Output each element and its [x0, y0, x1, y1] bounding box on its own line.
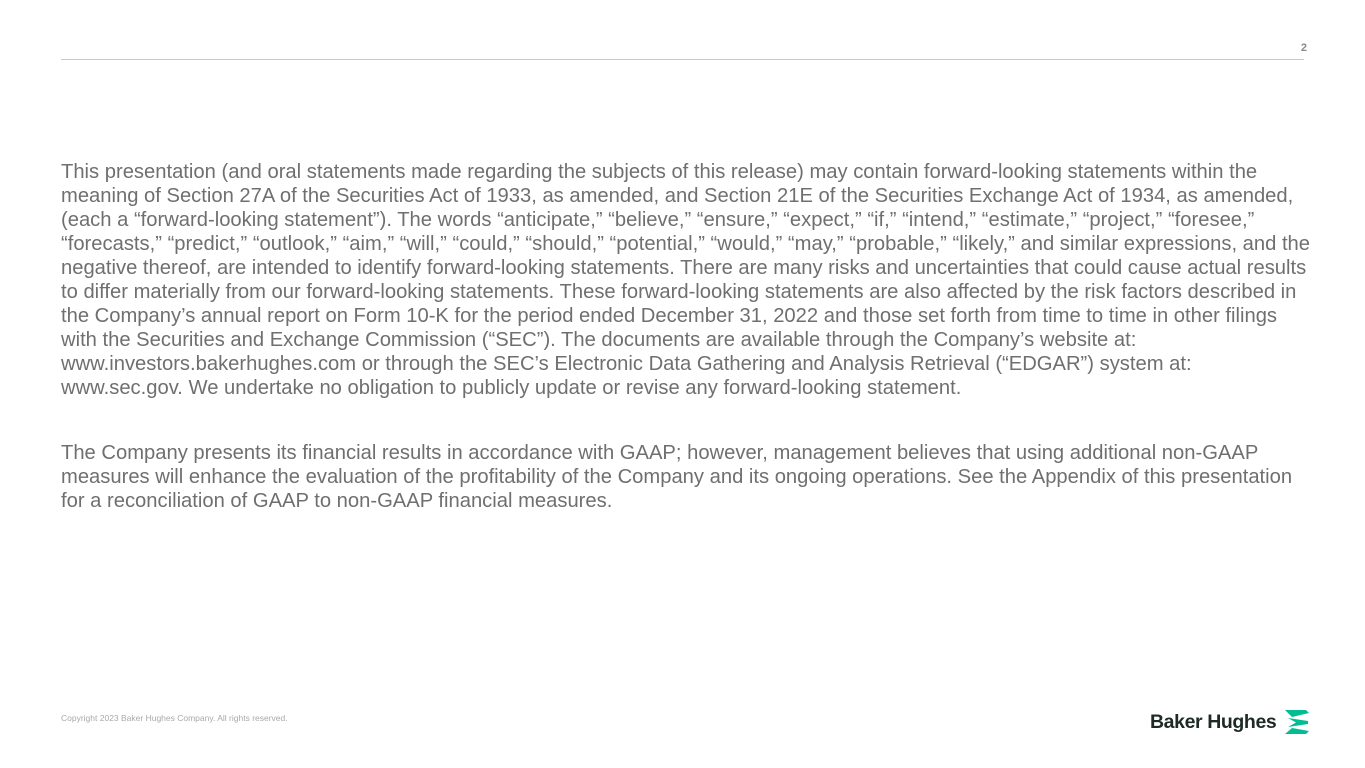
disclaimer-body: [61, 160, 1317, 513]
page-number: 2: [1300, 42, 1307, 54]
baker-hughes-chevron-logo-icon: [1282, 708, 1310, 736]
copyright-notice: Copyright 2023 Baker Hughes Company. All rights reserved.: [61, 713, 288, 723]
forward-looking-statement-paragraph: This presentation (and oral statements made regarding the subjects of this release) may contain forward-looking statements within the meaning of Section 27A of the Securities Act of 1933, as amended, and Section 21E of the Securities Exchange Act of 1934, as amended, (each a “forward-looking statement”). The words “anticipate,” “believe,” “ensure,” “expect,” “if,” “intend,” “estimate,” “project,” “foresee,” “forecasts,” “predict,” “outlook,” “aim,” “will,” “could,” “should,” “potential,” “would,” “may,” “probable,” “likely,” and similar expressions, and the negative thereof, are intended to identify forward-looking statements. There are many risks and uncertainties that could cause actual results to differ materially from our forward-looking statements. These forward-looking statements are also affected by the risk factors described in the Company’s annual report on Form 10-K for the period ended December 31, 2022 and those set forth from time to time in other filings with the Securities and Exchange Commission (“SEC”). The documents are available through the Company’s website at: www.investors.bakerhughes.com or through the SEC’s Electronic Data Gathering and Analysis Retrieval (“EDGAR”) system at: www.sec.gov. We undertake no obligation to publicly update or revise any forward-looking statement.: [61, 161, 1311, 399]
non-gaap-paragraph: The Company presents its financial results in accordance with GAAP; however, management believes that using additional non-GAAP measures will enhance the evaluation of the profitability of the Company and its ongoing operations. See the Appendix of this presentation for a reconciliation of GAAP to non-GAAP financial measures.: [61, 442, 1293, 512]
company-logo: [1150, 708, 1310, 736]
logo-wordmark: Baker Hughes: [1150, 710, 1277, 733]
header-divider: [61, 59, 1304, 60]
